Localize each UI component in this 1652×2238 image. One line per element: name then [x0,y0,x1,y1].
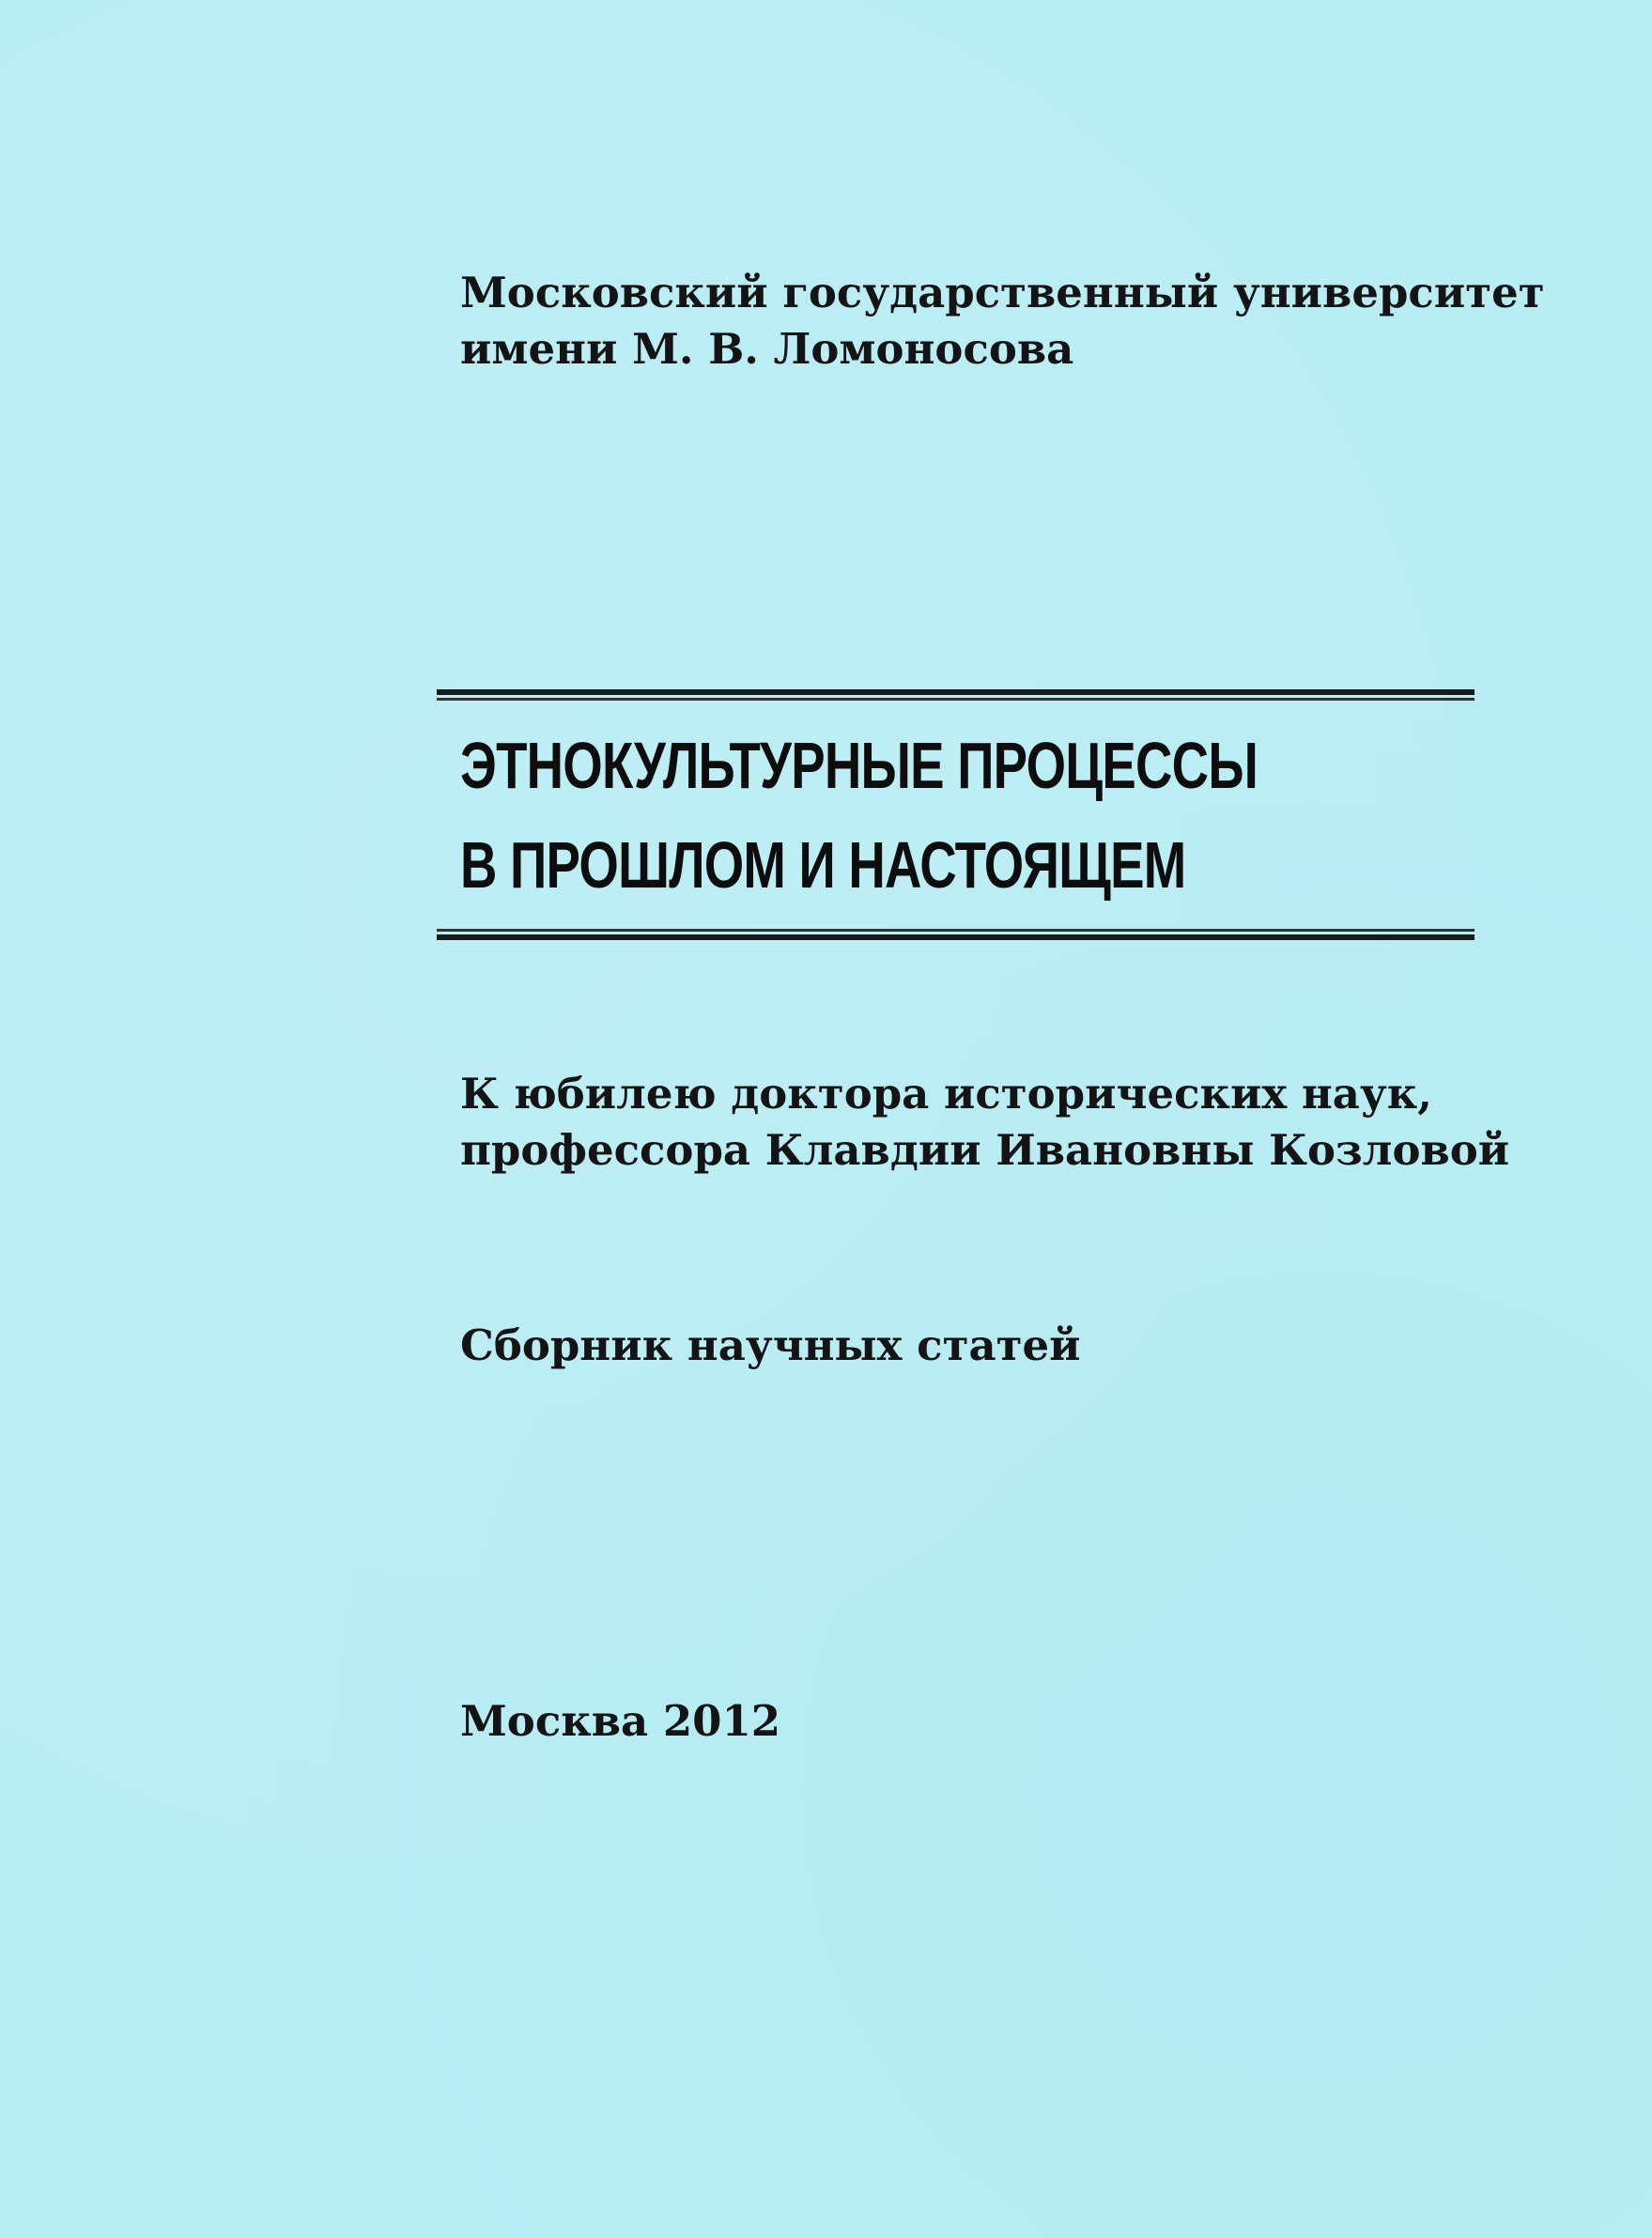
dedication-line-1: К юбилею доктора исторических наук, [460,1069,1432,1119]
collection-type: Сборник научных статей [460,1320,1081,1370]
dedication-line-2: профессора Клавдии Ивановны Козловой [460,1125,1510,1175]
dedication [460,1066,1510,1179]
institution-name [460,265,1545,378]
title-line-2: В ПРОШЛОМ И НАСТОЯЩЕМ [460,828,1186,902]
title-rule-top [437,689,1474,701]
imprint-place-year: Москва 2012 [460,1696,781,1746]
institution-line-1: Московский государственный университет [460,268,1545,317]
title-rule-bottom [437,929,1474,940]
institution-line-2: имени М. В. Ломоносова [460,324,1074,374]
title-line-1: ЭТНОКУЛЬТУРНЫЕ ПРОЦЕССЫ [460,729,1258,802]
book-title [460,716,1258,915]
